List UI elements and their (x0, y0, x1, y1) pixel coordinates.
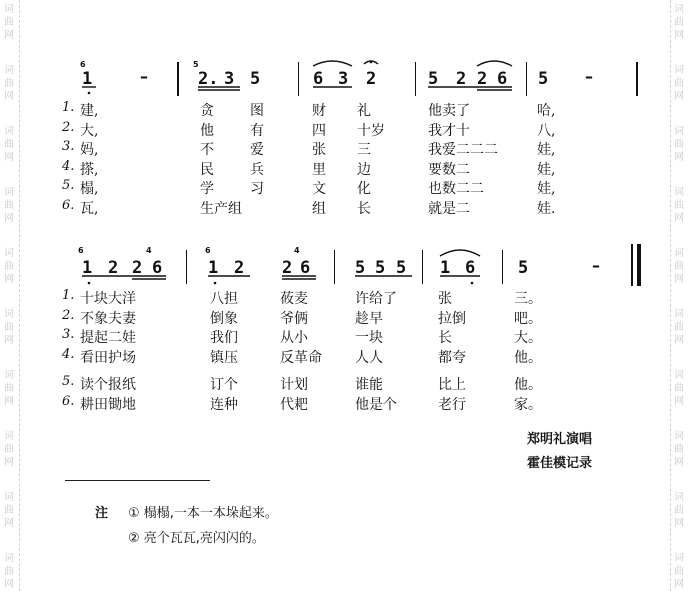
lyric-cell: 张 (312, 142, 326, 158)
watermark-char: 网 (674, 579, 684, 590)
verse-number: 4. (62, 346, 75, 362)
lyric-cell: 民 (200, 161, 214, 178)
note: 5 (428, 69, 439, 89)
recorder-credit: 霍佳模记录 (527, 456, 593, 471)
note-hold: – (592, 256, 600, 275)
verse-number: 4. (62, 158, 75, 174)
lyric-cell: 三。 (514, 291, 542, 307)
lyric-cell: 化 (357, 181, 371, 197)
lyric-cell: 他是个 (355, 396, 397, 413)
lyric-cell: 里 (312, 161, 326, 178)
lyric-cell: 他。 (514, 349, 542, 366)
note: 2 (366, 69, 377, 89)
watermark-char: 曲 (674, 444, 684, 455)
watermark-char: 曲 (4, 444, 14, 455)
lyric-cell: 四 (312, 122, 326, 139)
lyric-cell: 我才十 (428, 122, 470, 139)
lyric-cell: 八, (537, 122, 556, 139)
watermark-char: 词 (4, 492, 14, 503)
watermark-char: 曲 (4, 139, 14, 150)
lyric-cell: 生产组 (200, 200, 242, 217)
lyric-cell: 倒象 (210, 310, 238, 327)
grace-mark: 6 (80, 60, 86, 69)
watermark-char: 曲 (4, 261, 14, 272)
lyric-cell: 瓦, (80, 200, 99, 217)
lyric-cell: 哈, (537, 103, 556, 119)
watermark-char: 词 (4, 553, 14, 564)
lyric-cell: 从小 (280, 330, 308, 346)
lyric-cell: 大, (80, 122, 99, 139)
watermark-char: 词 (4, 370, 14, 381)
lyric-cell: 拉倒 (438, 310, 466, 327)
note: 6 (313, 69, 324, 89)
lyric-cell: 看田护场 (80, 349, 136, 366)
note: 6 (465, 258, 476, 278)
lyric-cell: 爱 (250, 142, 264, 158)
verse-number: 1. (62, 100, 75, 115)
note: 3 (224, 69, 235, 89)
lyric-cell: 订个 (210, 377, 238, 393)
singer-credit: 郑明礼演唱 (527, 432, 593, 447)
watermark-char: 网 (674, 91, 684, 102)
lyric-cell: 镇压 (210, 349, 238, 366)
watermark-char: 词 (4, 65, 14, 76)
note: 1 (82, 69, 93, 89)
lyric-cell: 比上 (438, 377, 466, 393)
lyric-cell: 习 (250, 181, 264, 197)
watermark-char: 网 (4, 518, 14, 529)
note: 5 (396, 258, 407, 278)
verse-number: 5. (62, 178, 75, 193)
lyric-cell: 要数二 (428, 161, 470, 178)
note: 2 (108, 258, 119, 278)
lyric-cell: 不象夫妻 (80, 310, 136, 327)
lyric-cell: 建, (80, 103, 99, 119)
grace-mark: 6 (78, 246, 84, 255)
watermark-char: 词 (4, 309, 14, 320)
footnote-rule (65, 480, 210, 481)
lyric-cell: 趁早 (355, 310, 383, 327)
lyric-cell: 吧。 (514, 310, 542, 327)
note: 5 (375, 258, 386, 278)
watermark-char: 网 (4, 579, 14, 590)
lyric-cell: 长 (438, 330, 452, 346)
lyric-cell: 家。 (514, 396, 542, 413)
lyric-cell: 贪 (200, 103, 214, 119)
watermark-char: 词 (674, 553, 684, 564)
watermark-char: 网 (674, 396, 684, 407)
verse-number: 5. (62, 374, 75, 389)
note: 5 (538, 69, 549, 89)
lyric-cell: 他。 (514, 377, 542, 393)
note-hold: – (140, 67, 148, 86)
watermark-char: 网 (674, 335, 684, 346)
lyric-cell: 长 (357, 200, 371, 217)
lyric-cell: 他卖了 (428, 103, 470, 119)
lyric-cell: 边 (357, 161, 371, 178)
watermark-char: 网 (4, 152, 14, 163)
note-hold: – (585, 67, 593, 86)
watermark-char: 词 (674, 126, 684, 137)
lyric-cell: 谁能 (355, 377, 383, 393)
watermark-char: 曲 (4, 322, 14, 333)
watermark-char: 网 (674, 457, 684, 468)
note: 3 (338, 69, 349, 89)
watermark-char: 网 (674, 30, 684, 41)
note: 2 (477, 69, 488, 89)
watermark-char: 词 (674, 248, 684, 259)
note: 5 (250, 69, 261, 89)
grace-mark: 5 (193, 60, 199, 69)
watermark-char: 词 (4, 187, 14, 198)
lyric-cell: 老行 (438, 396, 466, 413)
watermark-char: 曲 (674, 78, 684, 89)
lyric-cell: 三 (357, 142, 371, 158)
grace-mark: 4 (294, 246, 300, 255)
lyric-cell: 娃, (537, 181, 556, 197)
lyric-cell: 一块 (355, 330, 383, 346)
lyric-cell: 娃, (537, 161, 556, 178)
watermark-char: 曲 (4, 383, 14, 394)
lyric-cell: 爷俩 (280, 310, 308, 327)
lyric-cell: 耕田锄地 (80, 396, 136, 413)
watermark-char: 词 (4, 4, 14, 15)
watermark-char: 词 (674, 187, 684, 198)
lyric-cell: 组 (312, 200, 326, 217)
watermark-char: 网 (4, 91, 14, 102)
lyric-cell: 文 (312, 181, 326, 197)
note: 6 (152, 258, 163, 278)
grace-mark: 4 (146, 246, 152, 255)
lyric-cell: 我们 (210, 330, 238, 346)
watermark-char: 曲 (4, 505, 14, 516)
note: 1 (208, 258, 219, 278)
lyric-cell: 十块大洋 (80, 291, 136, 307)
lyric-cell: 娃, (537, 142, 556, 158)
verse-number: 6. (62, 393, 75, 409)
note: 2 (282, 258, 293, 278)
watermark-char: 词 (4, 126, 14, 137)
watermark-char: 曲 (674, 200, 684, 211)
lyric-cell: 搽, (80, 161, 99, 178)
watermark-char: 网 (4, 30, 14, 41)
watermark-char: 词 (4, 431, 14, 442)
lyric-cell: 十岁 (357, 122, 385, 139)
watermark-char: 词 (674, 370, 684, 381)
watermark-char: 曲 (674, 261, 684, 272)
verse-number: 1. (62, 288, 75, 303)
watermark-char: 词 (674, 65, 684, 76)
lyric-cell: 提起二娃 (80, 330, 136, 346)
watermark-char: 网 (4, 274, 14, 285)
note: 2 (132, 258, 143, 278)
note: 2 (234, 258, 245, 278)
watermark-char: 网 (4, 396, 14, 407)
lyric-cell: 大。 (514, 330, 542, 346)
note: 1 (440, 258, 451, 278)
watermark-char: 词 (674, 4, 684, 15)
watermark-char: 网 (674, 274, 684, 285)
lyric-cell: 财 (312, 103, 326, 119)
note: 1 (82, 258, 93, 278)
lyric-cell: 有 (250, 122, 264, 139)
verse-number: 2. (62, 307, 75, 323)
watermark-char: 词 (674, 309, 684, 320)
lyric-cell: 都夸 (438, 349, 466, 366)
lyric-cell: 反革命 (280, 349, 322, 366)
lyric-cell: 榻, (80, 181, 99, 197)
watermark-char: 曲 (674, 505, 684, 516)
watermark-char: 词 (4, 248, 14, 259)
verse-number: 6. (62, 197, 75, 213)
note: 5 (518, 258, 529, 278)
note: 2. (198, 69, 219, 89)
lyric-cell: 娃. (537, 200, 556, 217)
verse-number: 3. (62, 139, 75, 154)
watermark-char: 曲 (674, 322, 684, 333)
note: 6 (497, 69, 508, 89)
watermark-char: 曲 (4, 566, 14, 577)
lyric-cell: 张 (438, 291, 452, 307)
watermark-char: 曲 (674, 383, 684, 394)
watermark-char: 曲 (674, 566, 684, 577)
grace-mark: 6 (205, 246, 211, 255)
footnote-item-1: ① 榻榻,一本一本垛起来。 (128, 506, 278, 521)
lyric-cell: 礼 (357, 103, 371, 119)
watermark-char: 曲 (4, 200, 14, 211)
verse-number: 2. (62, 119, 75, 135)
lyric-cell: 图 (250, 103, 264, 119)
lyric-cell: 妈, (80, 142, 99, 158)
watermark-char: 曲 (4, 17, 14, 28)
lyric-cell: 连种 (210, 396, 238, 413)
watermark-char: 曲 (674, 17, 684, 28)
note: 6 (300, 258, 311, 278)
lyric-cell: 计划 (280, 377, 308, 393)
lyric-cell: 学 (200, 181, 214, 197)
watermark-char: 网 (674, 213, 684, 224)
footnote-label: 注 (95, 506, 109, 521)
watermark-char: 词 (674, 431, 684, 442)
lyric-cell: 读个报纸 (80, 377, 136, 393)
note: 5 (355, 258, 366, 278)
lyric-cell: 也数二二 (428, 181, 484, 197)
lyric-cell: 我爱二二二 (428, 142, 498, 158)
watermark-char: 曲 (674, 139, 684, 150)
lyric-cell: 就是二 (428, 200, 470, 217)
watermark-char: 网 (4, 335, 14, 346)
lyric-cell: 他 (200, 122, 214, 139)
lyric-cell: 不 (200, 142, 214, 158)
watermark-char: 网 (4, 213, 14, 224)
watermark-char: 网 (674, 152, 684, 163)
watermark-char: 词 (674, 492, 684, 503)
watermark-char: 曲 (4, 78, 14, 89)
watermark-char: 网 (674, 518, 684, 529)
lyric-cell: 兵 (250, 161, 264, 178)
lyric-cell: 八担 (210, 291, 238, 307)
watermark-char: 网 (4, 457, 14, 468)
lyric-cell: 人人 (355, 349, 383, 366)
verse-number: 3. (62, 327, 75, 342)
lyric-cell: 代耙 (280, 396, 308, 413)
note: 2 (456, 69, 467, 89)
lyric-cell: 莜麦 (280, 291, 308, 307)
footnote-item-2: ② 亮个瓦瓦,亮闪闪的。 (128, 531, 265, 546)
lyric-cell: 许给了 (355, 291, 397, 307)
